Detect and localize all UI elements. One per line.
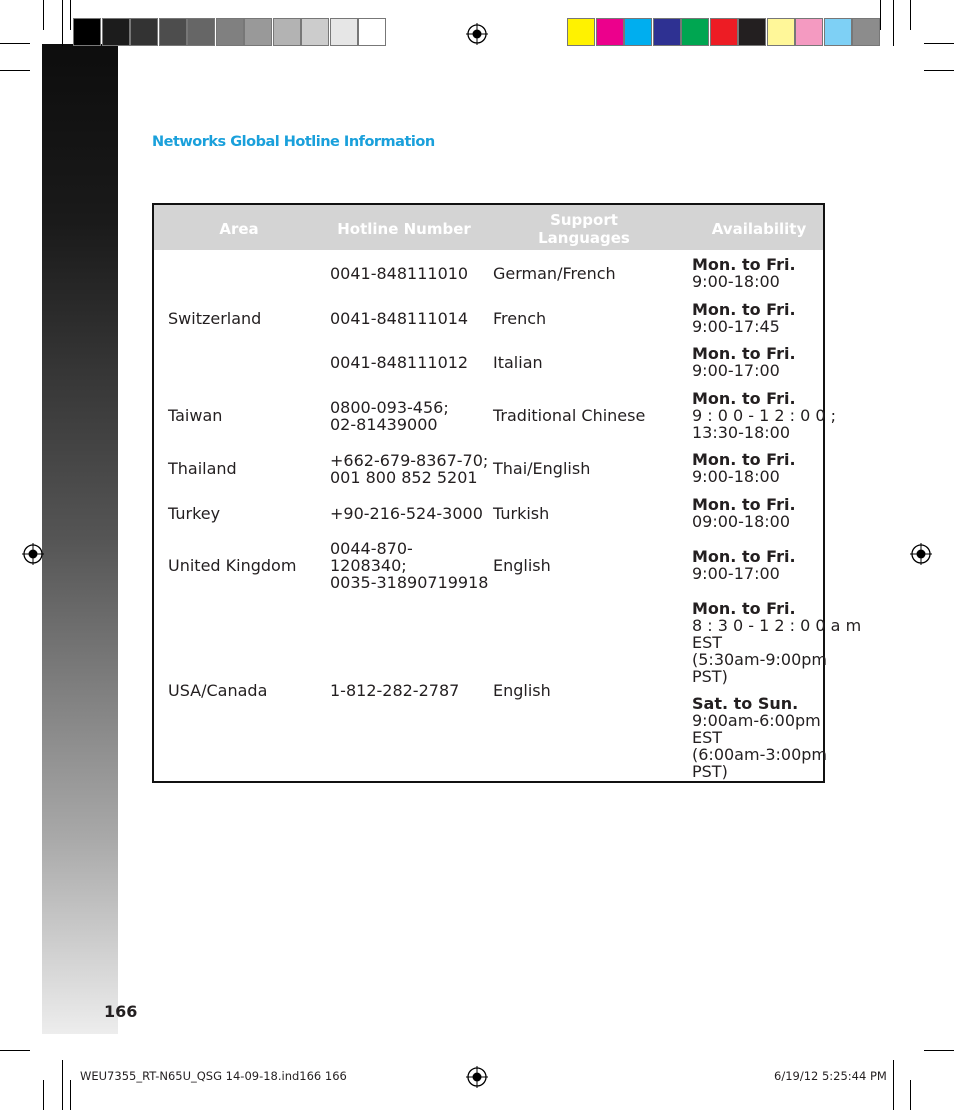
availability-days: Mon. to Fri. [692, 389, 796, 408]
language-cell: Italian [493, 353, 543, 372]
grayscale-swatch [273, 18, 301, 46]
availability-hours: 9:00-17:00 [692, 564, 780, 583]
language-cell: French [493, 309, 547, 328]
grayscale-swatch [159, 18, 187, 46]
hotline-cell: 1-812-282-2787 [330, 681, 460, 700]
hotline-line: +662-679-8367-70; [330, 451, 489, 470]
availability-hours: EST [692, 728, 723, 747]
language-cell: Thai/English [493, 459, 591, 478]
availability-cell [692, 496, 796, 530]
grayscale-swatch [130, 18, 158, 46]
header-support-languages-line1: Support [550, 211, 618, 229]
grayscale-swatch [187, 18, 215, 46]
color-swatch [795, 18, 823, 46]
color-swatch [824, 18, 852, 46]
availability-cell [692, 451, 796, 485]
language-cell: English [493, 681, 551, 700]
hotline-cell [330, 452, 488, 486]
hotline-cell: 0041-848111010 [330, 264, 469, 283]
color-swatch [767, 18, 795, 46]
availability-days: Mon. to Fri. [692, 255, 796, 274]
availability-days: Mon. to Fri. [692, 599, 796, 618]
print-slug-timestamp: 6/19/12 5:25:44 PM [774, 1069, 887, 1083]
registration-mark-icon [910, 543, 932, 565]
availability-hours: 9 : 0 0 - 1 2 : 0 0 ; [692, 406, 837, 425]
availability-days: Mon. to Fri. [692, 547, 796, 566]
hotline-cell: 0041-848111014 [330, 309, 469, 328]
color-swatch [738, 18, 766, 46]
availability-cell-weekend [692, 695, 827, 780]
registration-mark-icon [466, 1066, 488, 1088]
grayscale-swatch [102, 18, 130, 46]
page-number: 166 [104, 1002, 138, 1021]
area-cell: Thailand [168, 459, 237, 478]
area-cell: Taiwan [168, 406, 223, 425]
hotline-cell [330, 540, 488, 591]
color-swatch [681, 18, 709, 46]
header-support-languages-line2: Languages [538, 229, 630, 247]
header-availability: Availability [711, 220, 807, 238]
registration-mark-icon [22, 543, 44, 565]
hotline-cell: 0041-848111012 [330, 353, 469, 372]
availability-hours: 13:30-18:00 [692, 423, 790, 442]
header-hotline-number: Hotline Number [337, 220, 471, 238]
availability-days: Mon. to Fri. [692, 300, 796, 319]
availability-hours: 9:00-17:00 [692, 361, 780, 380]
availability-cell [692, 345, 796, 379]
availability-hours: PST) [692, 762, 728, 781]
area-cell: Turkey [168, 504, 221, 523]
print-slug-filename: WEU7355_RT-N65U_QSG 14-09-18.ind166 166 [80, 1069, 347, 1083]
grayscale-swatch [216, 18, 244, 46]
availability-hours: 9:00-18:00 [692, 272, 780, 291]
color-swatch [624, 18, 652, 46]
area-cell: Switzerland [168, 309, 262, 328]
header-area: Area [219, 220, 259, 238]
availability-hours: 9:00am-6:00pm [692, 711, 821, 730]
availability-days: Mon. to Fri. [692, 450, 796, 469]
grayscale-swatch [301, 18, 329, 46]
grayscale-swatch [358, 18, 386, 46]
registration-mark-icon [466, 23, 488, 45]
availability-days: Mon. to Fri. [692, 344, 796, 363]
color-swatch [710, 18, 738, 46]
color-swatch [653, 18, 681, 46]
area-cell: USA/Canada [168, 681, 268, 700]
hotline-line: 1208340; [330, 556, 407, 575]
color-swatch [567, 18, 595, 46]
availability-hours: 8 : 3 0 - 1 2 : 0 0 a m [692, 616, 862, 635]
language-cell: Traditional Chinese [493, 406, 646, 425]
hotline-line: 001 800 852 5201 [330, 468, 478, 487]
header-support-languages [509, 211, 659, 247]
hotline-line: 02-81439000 [330, 415, 438, 434]
language-cell: English [493, 556, 551, 575]
hotline-table [152, 203, 862, 783]
hotline-line: 0044-870- [330, 539, 413, 558]
grayscale-swatch [330, 18, 358, 46]
availability-days: Mon. to Fri. [692, 495, 796, 514]
availability-hours: (5:30am-9:00pm [692, 650, 828, 669]
availability-hours: EST [692, 633, 723, 652]
availability-cell [692, 301, 796, 335]
availability-cell [692, 256, 796, 290]
color-swatch [596, 18, 624, 46]
area-cell: United Kingdom [168, 556, 297, 575]
language-cell: German/French [493, 264, 616, 283]
grayscale-swatch [73, 18, 101, 46]
hotline-cell: +90-216-524-3000 [330, 504, 483, 523]
availability-hours: PST) [692, 667, 728, 686]
availability-hours: 09:00-18:00 [692, 512, 790, 531]
availability-hours: 9:00-17:45 [692, 317, 780, 336]
availability-hours: 9:00-18:00 [692, 467, 780, 486]
availability-cell [692, 600, 861, 685]
page-title: Networks Global Hotline Information [152, 134, 435, 150]
hotline-line: 0035-31890719918 [330, 573, 489, 592]
availability-hours: (6:00am-3:00pm [692, 745, 828, 764]
hotline-line: 0800-093-456; [330, 398, 449, 417]
page-edge-gradient [42, 44, 118, 1034]
color-swatch [852, 18, 880, 46]
availability-cell [692, 390, 836, 441]
grayscale-swatch [244, 18, 272, 46]
availability-days: Sat. to Sun. [692, 694, 799, 713]
table-header-row [154, 205, 823, 250]
hotline-cell [330, 399, 449, 433]
availability-cell [692, 548, 796, 582]
language-cell: Turkish [493, 504, 550, 523]
